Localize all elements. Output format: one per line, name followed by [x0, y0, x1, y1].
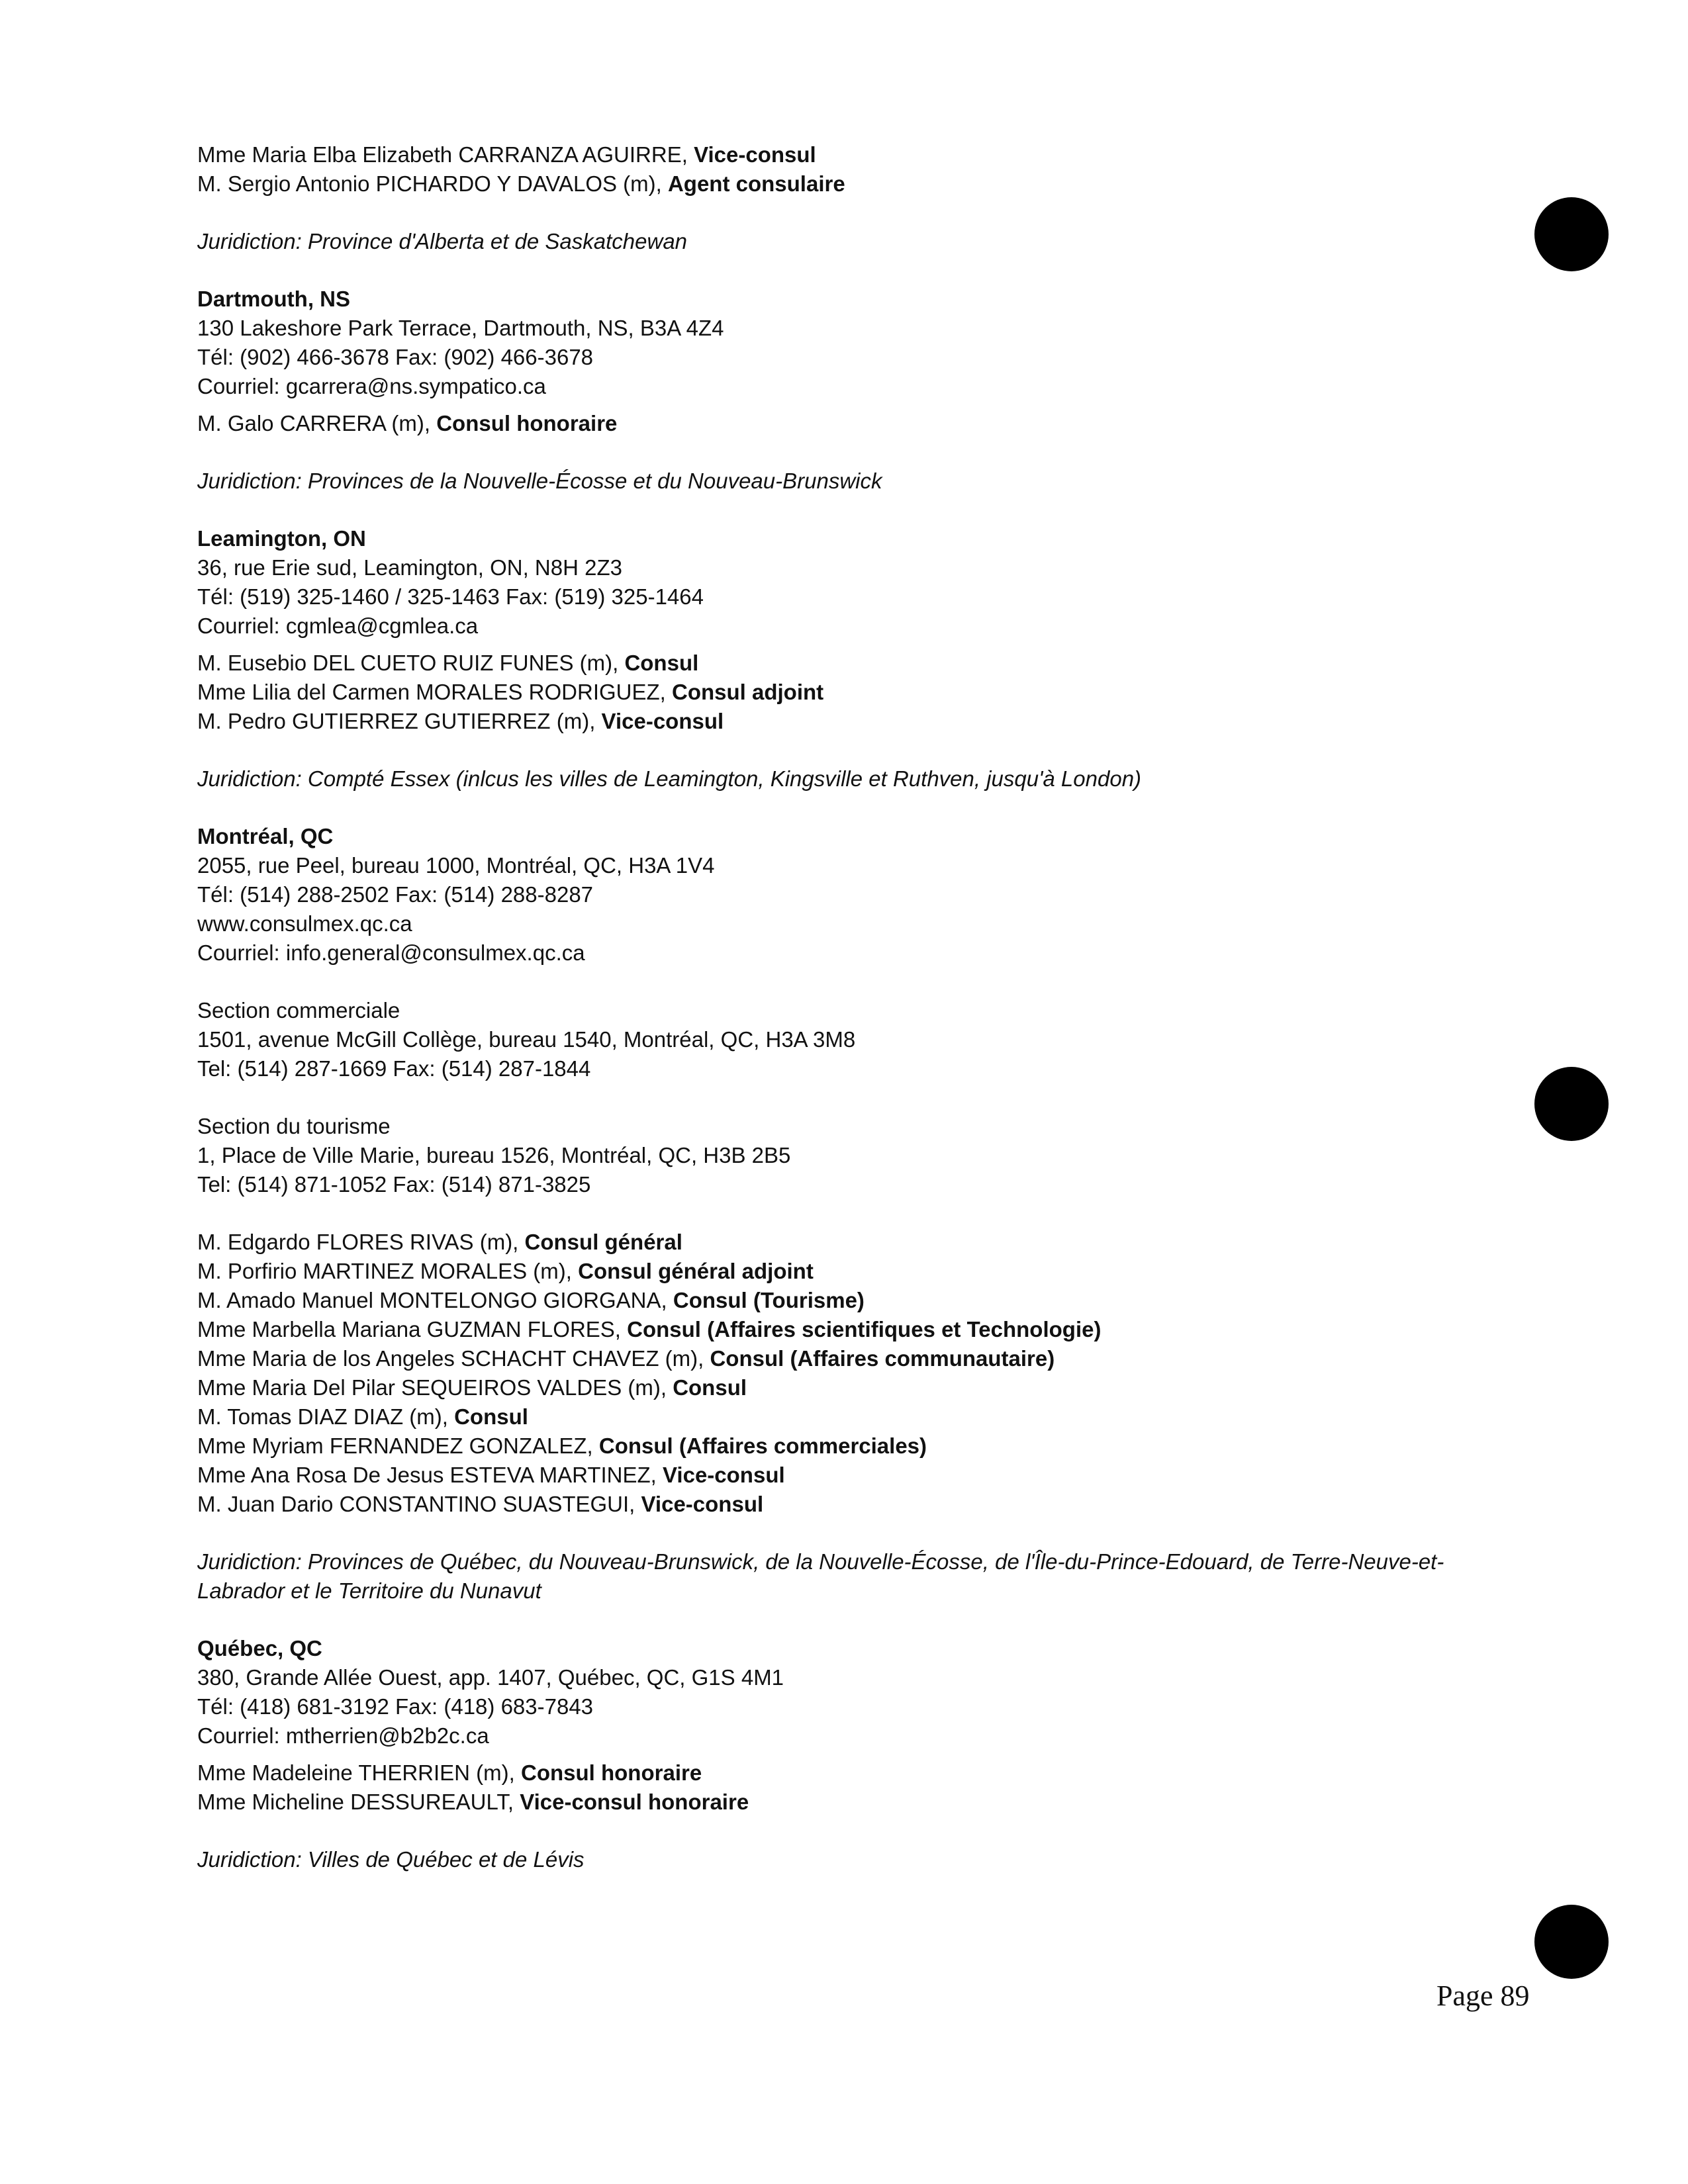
section-title: Montréal, QC — [197, 824, 334, 848]
person-line — [197, 169, 1521, 199]
person-line — [197, 1432, 1521, 1461]
jurisdiction-montreal: Juridiction: Provinces de Québec, du Nouveau-Brunswick, de la Nouvelle-Écosse, de l'Île-du-Prince-Edouard, de Terre-Neuve-et-Labrador et le Territoire du Nunavut — [197, 1549, 1444, 1603]
person-role: Consul (Affaires commerciales) — [598, 1433, 927, 1458]
person-name: M. Tomas DIAZ DIAZ (m), — [197, 1404, 455, 1429]
document-body — [197, 140, 1521, 1903]
person-role: Consul — [624, 651, 699, 675]
person-line — [197, 1461, 1521, 1490]
person-role: Vice-consul honoraire — [520, 1790, 749, 1814]
person-name: M. Juan Dario CONSTANTINO SUASTEGUI, — [197, 1492, 641, 1516]
person-line — [197, 1490, 1521, 1519]
person-role: Vice-consul — [601, 709, 724, 733]
person-role: Vice-consul — [663, 1463, 785, 1487]
people-list — [197, 409, 1521, 438]
punch-hole-bottom — [1534, 1905, 1609, 1979]
person-role: Consul (Tourisme) — [673, 1288, 865, 1312]
person-line — [197, 649, 1521, 678]
email-line: Courriel: gcarrera@ns.sympatico.ca — [197, 374, 546, 398]
person-name: M. Sergio Antonio PICHARDO Y DAVALOS (m), — [197, 171, 668, 196]
jurisdiction-quebec: Juridiction: Villes de Québec et de Lévis — [197, 1847, 585, 1872]
phone-line: Tél: (519) 325-1460 / 325-1463 Fax: (519) 325-1464 — [197, 584, 704, 609]
section-title: Dartmouth, NS — [197, 287, 350, 311]
address-line: 36, rue Erie sud, Leamington, ON, N8H 2Z3 — [197, 555, 622, 580]
section-quebec — [197, 1634, 1521, 1874]
punch-hole-top — [1534, 197, 1609, 271]
person-role: Consul adjoint — [672, 680, 824, 704]
person-line — [197, 1758, 1521, 1788]
commercial-phone-line: Tel: (514) 287-1669 Fax: (514) 287-1844 — [197, 1056, 591, 1081]
person-name: Mme Maria Del Pilar SEQUEIROS VALDES (m), — [197, 1375, 673, 1400]
person-role: Consul — [454, 1404, 528, 1429]
punch-hole-middle — [1534, 1067, 1609, 1141]
person-line — [197, 707, 1521, 736]
page-number: Page 89 — [1436, 1979, 1530, 2012]
top-people — [197, 140, 1521, 199]
person-name: M. Eusebio DEL CUETO RUIZ FUNES (m), — [197, 651, 625, 675]
person-role: Consul — [673, 1375, 747, 1400]
person-role: Vice-consul — [694, 142, 816, 167]
person-name: M. Galo CARRERA (m), — [197, 411, 437, 435]
section-leamington — [197, 524, 1521, 794]
section-montreal — [197, 822, 1521, 1606]
section-title: Québec, QC — [197, 1636, 322, 1661]
person-role: Consul général — [524, 1230, 682, 1254]
person-line — [197, 1402, 1521, 1432]
person-role: Consul honoraire — [521, 1760, 702, 1785]
person-name: Mme Maria Elba Elizabeth CARRANZA AGUIRRE, — [197, 142, 694, 167]
section-title: Leamington, ON — [197, 526, 366, 551]
person-line — [197, 140, 1521, 169]
address-line: 130 Lakeshore Park Terrace, Dartmouth, NS, B3A 4Z4 — [197, 316, 724, 340]
person-name: Mme Maria de los Angeles SCHACHT CHAVEZ (m), — [197, 1346, 710, 1371]
person-name: M. Porfirio MARTINEZ MORALES (m), — [197, 1259, 579, 1283]
person-name: Mme Marbella Mariana GUZMAN FLORES, — [197, 1317, 628, 1342]
section-dartmouth — [197, 285, 1521, 496]
person-role: Consul (Affaires communautaire) — [710, 1346, 1055, 1371]
person-role: Consul (Affaires scientifiques et Technologie) — [627, 1317, 1102, 1342]
person-role: Consul honoraire — [436, 411, 618, 435]
address-line: 380, Grande Allée Ouest, app. 1407, Québec, QC, G1S 4M1 — [197, 1665, 784, 1690]
tourism-phone-line: Tel: (514) 871-1052 Fax: (514) 871-3825 — [197, 1172, 591, 1197]
jurisdiction-leamington: Juridiction: Compté Essex (inlcus les villes de Leamington, Kingsville et Ruthven, jusqu'à London) — [197, 766, 1142, 791]
email-line: Courriel: mtherrien@b2b2c.ca — [197, 1723, 489, 1748]
tourism-address-line: 1, Place de Ville Marie, bureau 1526, Montréal, QC, H3B 2B5 — [197, 1143, 791, 1167]
person-role: Agent consulaire — [667, 171, 845, 196]
person-name: M. Amado Manuel MONTELONGO GIORGANA, — [197, 1288, 673, 1312]
commercial-address-line: 1501, avenue McGill Collège, bureau 1540, Montréal, QC, H3A 3M8 — [197, 1027, 856, 1052]
person-name: Mme Madeleine THERRIEN (m), — [197, 1760, 521, 1785]
phone-line: Tél: (902) 466-3678 Fax: (902) 466-3678 — [197, 345, 594, 369]
person-name: Mme Ana Rosa De Jesus ESTEVA MARTINEZ, — [197, 1463, 663, 1487]
phone-line: Tél: (514) 288-2502 Fax: (514) 288-8287 — [197, 882, 594, 907]
website-line: www.consulmex.qc.ca — [197, 911, 412, 936]
person-line — [197, 1257, 1521, 1286]
people-list — [197, 1228, 1521, 1519]
phone-line: Tél: (418) 681-3192 Fax: (418) 683-7843 — [197, 1694, 594, 1719]
person-line — [197, 1788, 1521, 1817]
people-list — [197, 649, 1521, 736]
person-line — [197, 1228, 1521, 1257]
person-role: Consul général adjoint — [578, 1259, 814, 1283]
person-line — [197, 409, 1521, 438]
jurisdiction-alberta: Juridiction: Province d'Alberta et de Saskatchewan — [197, 229, 688, 253]
person-line — [197, 1315, 1521, 1344]
email-line: Courriel: cgmlea@cgmlea.ca — [197, 614, 479, 638]
person-name: Mme Myriam FERNANDEZ GONZALEZ, — [197, 1433, 599, 1458]
person-name: Mme Lilia del Carmen MORALES RODRIGUEZ, — [197, 680, 672, 704]
person-line — [197, 1373, 1521, 1402]
email-line: Courriel: info.general@consulmex.qc.ca — [197, 940, 585, 965]
person-line — [197, 1344, 1521, 1373]
person-role: Vice-consul — [641, 1492, 764, 1516]
person-line — [197, 1286, 1521, 1315]
people-list — [197, 1758, 1521, 1817]
jurisdiction-dartmouth: Juridiction: Provinces de la Nouvelle-Écosse et du Nouveau-Brunswick — [197, 469, 882, 493]
person-name: M. Pedro GUTIERREZ GUTIERREZ (m), — [197, 709, 602, 733]
person-name: M. Edgardo FLORES RIVAS (m), — [197, 1230, 525, 1254]
person-name: Mme Micheline DESSUREAULT, — [197, 1790, 520, 1814]
address-line: 2055, rue Peel, bureau 1000, Montréal, QC, H3A 1V4 — [197, 853, 715, 878]
person-line — [197, 678, 1521, 707]
tourism-section-title: Section du tourisme — [197, 1114, 391, 1138]
commercial-section-title: Section commerciale — [197, 998, 400, 1023]
